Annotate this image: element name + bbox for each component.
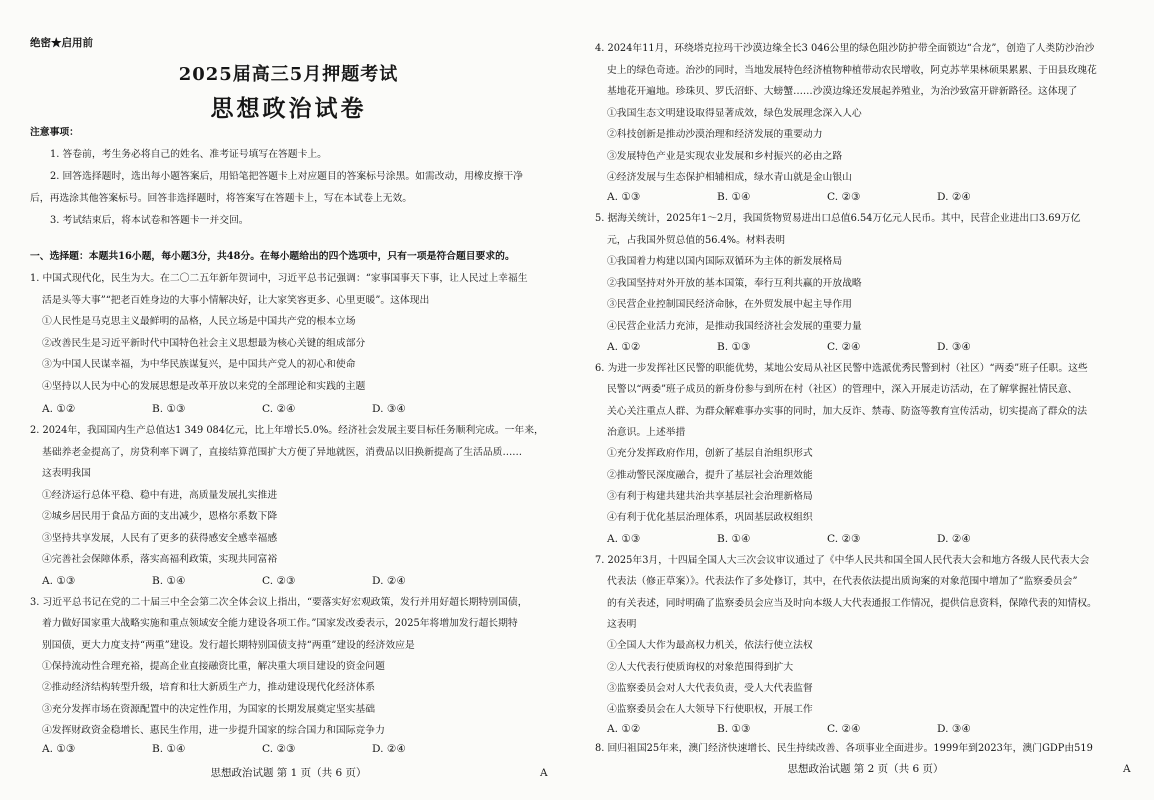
question-2-line-1: 基础养老金提高了，房贷利率下调了，直接结算范围扩大方便了异地就医，消费品以旧换新提高了生活品质……	[42, 446, 523, 458]
question-6-options	[607, 532, 1047, 546]
question-4-line-4: ②科技创新是推动沙漠治理和经济发展的重要动力	[607, 129, 823, 140]
question-2-line-3: ①经济运行总体平稳、稳中有进，高质量发展扎实推进	[42, 489, 278, 501]
question-5-line-0: 5. 据海关统计，2025年1～2月，我国货物贸易进出口总值6.54万亿元人民币。其中，民营企业进出口3.69万亿	[595, 213, 1081, 224]
option-B: B. ①④	[717, 533, 751, 545]
question-4-line-5: ③发展特色产业是实现农业发展和乡村振兴的必由之路	[607, 150, 843, 162]
question-7-line-0: 7. 2025年3月，十四届全国人大三次会议审议通过了《中华人民共和国全国人民代表大会和地方各级人民代表大会	[595, 555, 1090, 566]
question-4-line-3: ①我国生态文明建设取得显著成效，绿色发展理念深入人心	[607, 107, 862, 119]
question-7-line-2: 的有关表述，同时明确了监察委员会应当及时向本级人大代表通报工作情况，提供信息资料，保障代表的知情权。	[607, 597, 1097, 609]
subject-title: 思想政治试卷	[210, 95, 367, 122]
option-D: D. ③④	[937, 723, 971, 735]
option-A: A. ①②	[42, 403, 76, 415]
question-5-line-5: ④民营企业活力充沛，是推动我国经济社会发展的重要力量	[607, 320, 862, 332]
question-4-line-1: 史上的绿色奇迹。治沙的同时，当地发展特色经济植物种植带动农民增收，阿克苏苹果林硕果累累、于田县玫瑰花	[607, 64, 1097, 76]
question-7-line-3: 这表明	[607, 618, 637, 630]
question-1-line-0: 1. 中国式现代化，民生为大。在二〇二五年新年贺词中，习近平总书记强调：“家事国事天下事，让人民过上幸福生	[30, 273, 528, 284]
question-7-line-5: ②人大代表行使质询权的对象范围得到扩大	[607, 661, 794, 673]
question-7-options	[607, 722, 1047, 736]
note-0: 1. 答卷前，考生务必将自己的姓名、准考证号填写在答题卡上。	[50, 149, 327, 160]
question-2-line-4: ②城乡居民用于食品方面的支出减少，恩格尔系数下降	[42, 511, 278, 522]
question-3-line-6: ④发挥财政资金稳增长、惠民生作用，进一步提升国家的综合国力和国际竞争力	[42, 724, 385, 736]
question-2-options	[42, 574, 482, 588]
question-6-line-0: 6. 为进一步发挥社区民警的职能优势，某地公安局从社区民警中选派优秀民警到村（社区）“两委”班子任职。这些	[595, 363, 1088, 374]
page-footer: 思想政治试题 第 1 页（共 6 页）	[210, 767, 367, 779]
page-footer: 思想政治试题 第 2 页（共 6 页）	[787, 763, 944, 775]
option-C: C. ②③	[262, 743, 296, 755]
question-1-line-1: 活是头等大事”“把老百姓身边的大事小情解决好，让大家笑容更多、心里更暖”。这体现出	[42, 294, 430, 306]
question-1-line-3: ②改善民生是习近平新时代中国特色社会主义思想最为核心关键的组成部分	[42, 337, 366, 349]
option-B: B. ①③	[152, 403, 186, 415]
note-3: 3. 考试结束后，将本试卷和答题卡一并交回。	[50, 215, 249, 226]
paper-version-mark: A	[1123, 763, 1131, 775]
option-C: C. ②③	[827, 533, 861, 545]
note-1: 2. 回答选择题时，选出每小题答案后，用铅笔把答题卡上对应题目的答案标号涂黑。如需改动，用橡皮擦干净	[50, 171, 523, 182]
question-3-line-5: ③充分发挥市场在资源配置中的决定性作用，为国家的长期发展奠定坚实基础	[42, 703, 376, 715]
notes-header: 注意事项：	[30, 127, 79, 138]
exam-page-2	[577, 0, 1154, 800]
question-5-line-3: ②我国坚持对外开放的基本国策，奉行互利共赢的开放战略	[607, 277, 862, 289]
option-B: B. ①④	[717, 191, 751, 203]
question-4-options	[607, 190, 1047, 204]
question-4-line-6: ④经济发展与生态保护相辅相成，绿水青山就是金山银山	[607, 172, 852, 183]
question-6-line-6: ③有利于构建共建共治共享基层社会治理新格局	[607, 490, 813, 502]
option-A: A. ①③	[42, 575, 76, 587]
question-2-line-2: 这表明我国	[42, 468, 91, 479]
question-5-line-1: 元，占我国外贸总值的56.4%。材料表明	[607, 234, 786, 246]
option-D: D. ②④	[937, 191, 971, 203]
question-3-line-4: ②推动经济结构转型升级，培育和壮大新质生产力，推动建设现代化经济体系	[42, 682, 376, 694]
question-3-line-0: 3. 习近平总书记在党的二十届三中全会第二次全体会议上指出，“要落实好宏观政策，发行并用好超长期特别国债，	[30, 597, 528, 608]
option-D: D. ③④	[937, 341, 971, 353]
option-B: B. ①④	[152, 575, 186, 587]
question-3-line-1: 着力做好国家重大战略实施和重点领域安全能力建设各项工作。”国家发改委表示，2025年将增加发行超长期特	[42, 618, 518, 630]
question-2-line-6: ④完善社会保障体系，落实高福利政策，实现共同富裕	[42, 554, 278, 565]
question-7-line-6: ③监察委员会对人大代表负责，受人大代表监督	[607, 682, 813, 694]
note-2: 后，再选涂其他答案标号。回答非选择题时，将答案写在答题卡上，写在本试卷上无效。	[30, 193, 413, 204]
question-4-line-0: 4. 2024年11月，环绕塔克拉玛干沙漠边缘全长3 046公里的绿色阻沙防护带全面锁边“合龙”，创造了人类防沙治沙	[595, 43, 1095, 54]
option-A: A. ①③	[42, 743, 76, 755]
option-C: C. ②③	[262, 575, 296, 587]
option-A: A. ①②	[607, 341, 641, 353]
question-6-line-7: ④有利于优化基层治理体系，巩固基层政权组织	[607, 512, 813, 524]
option-C: C. ②③	[827, 191, 861, 203]
option-C: C. ②④	[262, 403, 296, 415]
question-6-line-3: 治意识。上述举措	[607, 426, 686, 438]
confidential-label: 绝密★启用前	[30, 37, 93, 49]
option-B: B. ①③	[717, 341, 751, 353]
section-heading: 一、选择题：本题共16小题，每小题3分，共48分。在每小题给出的四个选项中，只有一项是符合题目要求的。	[30, 251, 515, 262]
option-D: D. ②④	[372, 575, 406, 587]
question-6-line-5: ②推动警民深度融合，提升了基层社会治理效能	[607, 469, 813, 481]
question-6-line-4: ①充分发挥政府作用，创新了基层自治组织形式	[607, 448, 813, 460]
question-4-line-2: 基地花开遍地。珍珠贝、罗氏沼虾、大螃蟹……沙漠边缘还发展起养殖业，为治沙致富开辟新路径。这体现了	[607, 86, 1078, 97]
question-2-line-5: ③坚持共享发展，人民有了更多的获得感安全感幸福感	[42, 532, 278, 544]
question-7-line-1: 代表法（修正草案）》。代表法作了多处修订，其中，在代表依法提出质询案的对象范围中增加了“监察委员会”	[607, 576, 1078, 588]
question-1-line-4: ③为中国人民谋幸福，为中华民族谋复兴，是中国共产党人的初心和使命	[42, 359, 356, 370]
option-C: C. ②④	[827, 723, 861, 735]
question-2-line-0: 2. 2024年，我国国内生产总值达1 349 084亿元，比上年增长5.0%。经济社会发展主要目标任务顺利完成。一年来，	[30, 425, 544, 436]
question-3-line-3: ①保持流动性合理充裕，提高企业直接融资比重，解决重大项目建设的资金问题	[42, 660, 385, 672]
option-D: D. ③④	[372, 403, 406, 415]
option-C: C. ②④	[827, 341, 861, 353]
question-1-line-5: ④坚持以人民为中心的发展思想是改革开放以来党的全部理论和实践的主题	[42, 380, 366, 392]
option-A: A. ①③	[607, 533, 641, 545]
option-D: D. ②④	[937, 533, 971, 545]
question-6-line-1: 民警以“两委”班子成员的新身份参与到所在村（社区）的管理中，深入开展走访活动，在了解掌握社情民意、	[607, 384, 1078, 396]
option-D: D. ②④	[372, 743, 406, 755]
option-B: B. ①④	[152, 743, 186, 755]
paper-version-mark: A	[540, 767, 548, 779]
option-A: A. ①②	[607, 723, 641, 735]
option-A: A. ①③	[607, 191, 641, 203]
question-7-line-4: ①全国人大作为最高权力机关，依法行使立法权	[607, 640, 813, 652]
question-7-line-7: ④监察委员会在人大领导下行使职权，开展工作	[607, 704, 813, 716]
question-3-options	[42, 742, 482, 756]
question-3-line-2: 别国债，更大力度支持“两重”建设。发行超长期特别国债支持“两重”建设的经济效应是	[42, 639, 415, 651]
question-5-options	[607, 340, 1047, 354]
question-5-line-2: ①我国着力构建以国内国际双循环为主体的新发展格局	[607, 256, 843, 267]
option-B: B. ①③	[717, 723, 751, 735]
question-6-line-2: 关心关注重点人群、为群众解难事办实事的同时，加大反诈、禁毒、防盗等教育宣传活动，切实提高了群众的法	[607, 405, 1088, 417]
question-8-line-0: 8. 回归祖国25年来，澳门经济快速增长、民生持续改善、各项事业全面进步。1999年到2023年，澳门GDP由519	[595, 743, 1093, 754]
question-1-options	[42, 402, 482, 416]
question-1-line-2: ①人民性是马克思主义最鲜明的品格，人民立场是中国共产党的根本立场	[42, 316, 356, 327]
exam-title: 2025届高三5月押题考试	[178, 64, 399, 85]
question-5-line-4: ③民营企业控制国民经济命脉，在外贸发展中起主导作用	[607, 299, 852, 310]
